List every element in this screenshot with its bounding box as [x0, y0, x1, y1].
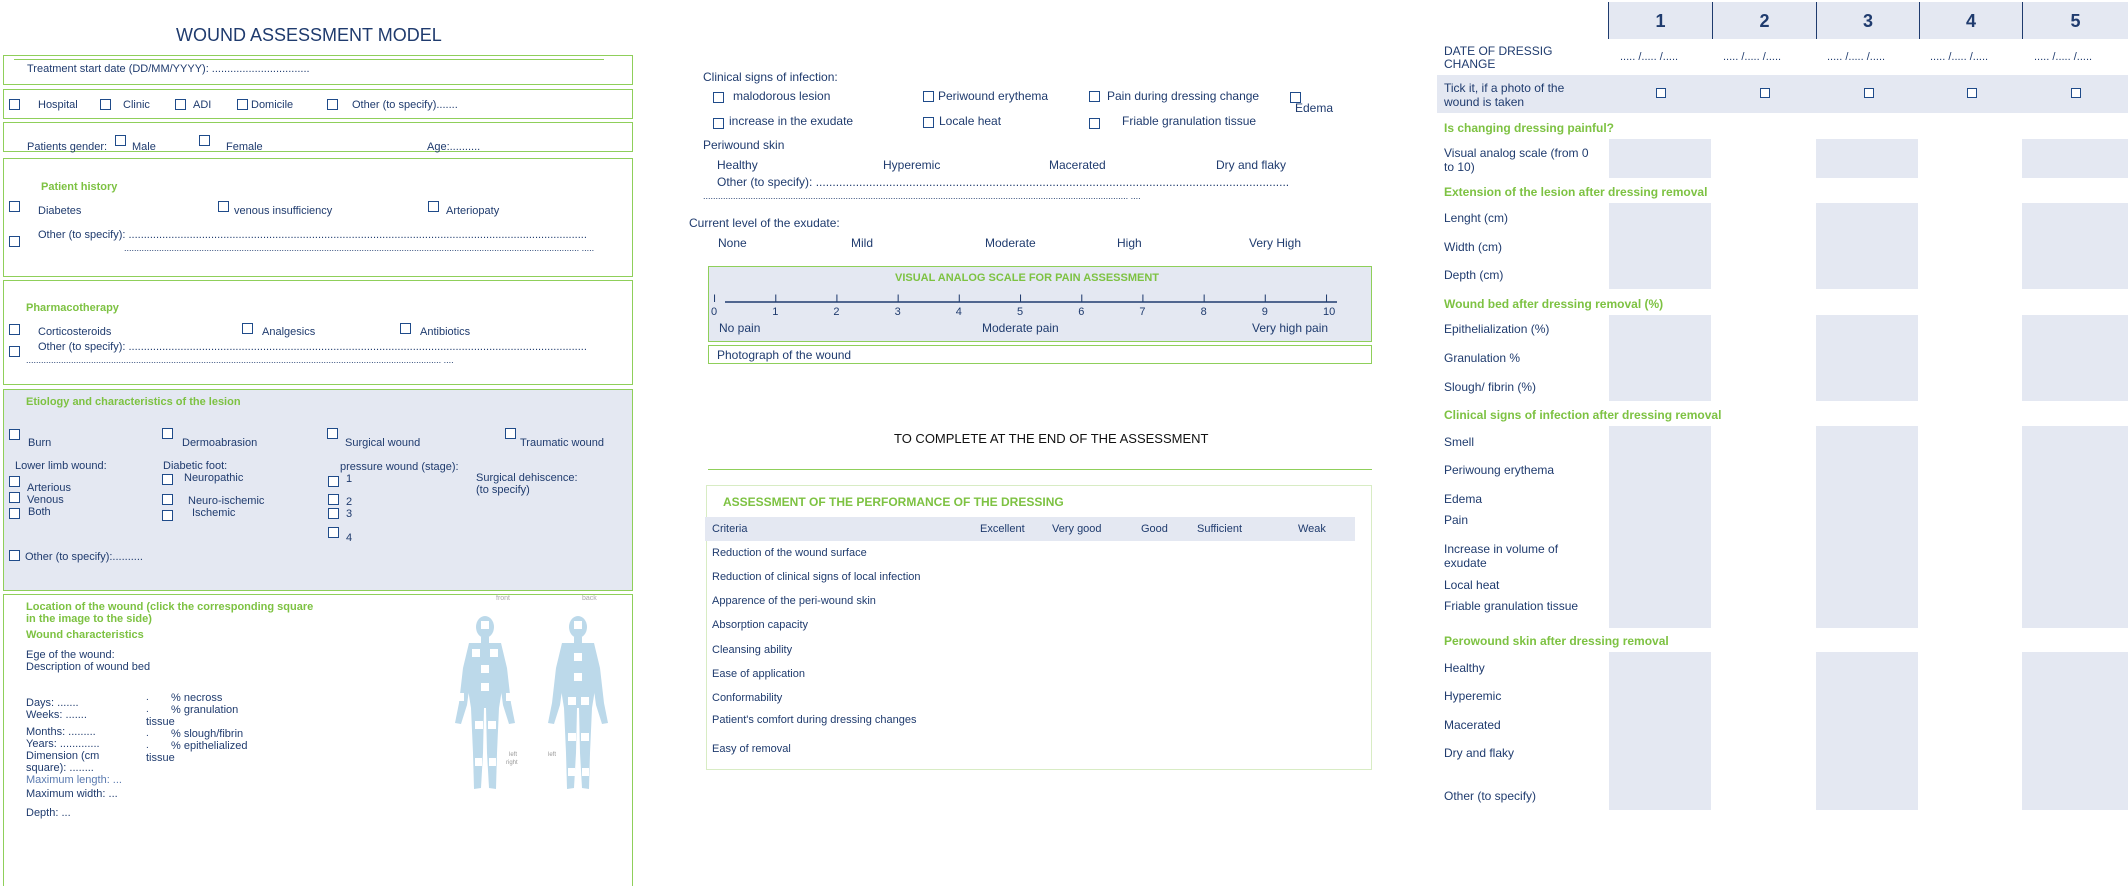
hospital-label: Hospital [38, 99, 78, 111]
gender-label: Patients gender: [27, 141, 108, 153]
skin-heading: Perowound skin after dressing removal [1444, 634, 1669, 648]
hyperemic-row-label: Hyperemic [1444, 689, 1502, 703]
vas-row-label-2: to 10) [1444, 160, 1475, 174]
photo-checkbox-3[interactable] [1864, 88, 1874, 98]
vas-tick-label[interactable]: 1 [772, 306, 779, 318]
stage4-checkbox[interactable] [328, 527, 339, 538]
date-label: DATE OF DRESSIG [1444, 44, 1553, 58]
peri-erythema-label: Periwoung erythema [1444, 463, 1555, 477]
pharma-heading: Pharmacotherapy [26, 302, 119, 314]
dermo-checkbox[interactable] [162, 428, 173, 439]
back-label: back [582, 595, 597, 602]
arterious-checkbox[interactable] [9, 476, 20, 487]
neuropathic-checkbox[interactable] [162, 474, 173, 485]
diabetic-label: Diabetic foot: [163, 460, 228, 472]
dermo-label: Dermoabrasion [182, 437, 258, 449]
vas-tick-label[interactable]: 8 [1200, 306, 1207, 318]
perf-row: Cleansing ability [712, 644, 793, 656]
col-header-1: 1 [1608, 2, 1712, 39]
periwound-heading: Periwound skin [703, 138, 785, 152]
location-heading1: Location of the wound (click the corresponding square [26, 601, 314, 613]
infection-heading: Clinical signs of infection: [703, 70, 838, 84]
pain-row-label: Pain [1444, 513, 1469, 527]
malodorous-label: malodorous lesion [733, 89, 831, 103]
hyperemic-option[interactable]: Hyperemic [883, 158, 941, 172]
vas-scale[interactable] [710, 290, 1350, 320]
vas-tick-label[interactable]: 6 [1078, 306, 1085, 318]
date-field-2[interactable]: ..... /..... /..... [1723, 51, 1782, 63]
malodorous-checkbox[interactable] [713, 92, 724, 103]
width-label: Width (cm) [1444, 240, 1502, 254]
etiology-other[interactable]: Other (to specify):.......... [25, 551, 143, 563]
granulation-label: % granulation [171, 704, 239, 716]
analgesics-checkbox[interactable] [242, 323, 253, 334]
col-header-4: 4 [1919, 2, 2022, 39]
friable-checkbox[interactable] [1089, 118, 1100, 129]
photo-taken-label-2: wound is taken [1444, 95, 1525, 109]
exudate-heading: Current level of the exudate: [689, 216, 840, 230]
vas-tick-mark: I [1325, 293, 1329, 305]
epith-row-label: Epithelialization (%) [1444, 322, 1550, 336]
vas-no-pain: No pain [719, 321, 761, 335]
venous-label: venous insufficiency [234, 205, 333, 217]
vas-tick-label[interactable]: 4 [955, 306, 962, 318]
venous-wound-label: Venous [27, 494, 64, 506]
vas-tick-label[interactable]: 9 [1261, 306, 1268, 318]
complete-heading: TO COMPLETE AT THE END OF THE ASSESSMENT [894, 431, 1209, 446]
location-heading2: in the image to the side) [26, 613, 152, 625]
vas-tick-mark: I [896, 293, 900, 305]
burn-label: Burn [28, 437, 52, 449]
ischemic-checkbox[interactable] [162, 510, 173, 521]
vas-tick-mark: I [713, 293, 717, 305]
stage3-label: 3 [346, 508, 353, 520]
diabetes-checkbox[interactable] [9, 201, 20, 212]
months-field[interactable]: Months: ......... [26, 726, 96, 738]
vas-tick-mark: I [957, 293, 961, 305]
neuropathic-label: Neuropathic [184, 472, 244, 484]
clinic-label: Clinic [123, 99, 150, 111]
exudate-increase-checkbox[interactable] [713, 118, 724, 129]
domicile-label: Domicile [251, 99, 294, 111]
stage1-checkbox[interactable] [328, 476, 339, 487]
history-box [3, 158, 633, 277]
pain-change-label: Pain during dressing change [1107, 89, 1260, 103]
photo-checkbox-4[interactable] [1967, 88, 1977, 98]
history-other[interactable]: Other (to specify): ...................................................................................................................................................... [38, 229, 587, 241]
back-left-label: left [548, 752, 557, 758]
years-field[interactable]: Years: ............. [26, 738, 100, 750]
age-field[interactable]: Age:.......... [427, 141, 481, 153]
increase-label-2: exudate [1444, 556, 1487, 570]
perf-row: Easy of removal [712, 743, 791, 755]
domicile-checkbox[interactable] [237, 99, 248, 110]
vas-tick-label[interactable]: 7 [1139, 306, 1146, 318]
dehiscence-label: Surgical dehiscence: [476, 472, 578, 484]
neuroischemic-checkbox[interactable] [162, 494, 173, 505]
perf-col-criteria: Criteria [712, 523, 748, 535]
body-back-figure [548, 613, 608, 793]
vas-tick-mark: I [774, 293, 778, 305]
perf-col-verygood: Very good [1052, 523, 1102, 535]
burn-checkbox[interactable] [9, 429, 20, 440]
square-field[interactable]: square): ........ [26, 762, 94, 774]
heat-checkbox[interactable] [923, 117, 934, 128]
page-title: WOUND ASSESSMENT MODEL [176, 25, 442, 45]
date-field-1[interactable]: ..... /..... /..... [1620, 51, 1679, 63]
pharma-other-dots: ...................................................................................................................................................................... .... [26, 355, 454, 365]
hospital-checkbox[interactable] [9, 99, 20, 110]
heat-row-label: Local heat [1444, 578, 1500, 592]
edema-row-label: Edema [1444, 492, 1483, 506]
setting-box [3, 89, 633, 119]
adi-checkbox[interactable] [175, 99, 186, 110]
history-heading: Patient history [41, 181, 118, 193]
pharma-other[interactable]: Other (to specify): ...................................................................................................................................................... [38, 341, 587, 353]
exudate-moderate[interactable]: Moderate [985, 236, 1036, 250]
heat-label: Locale heat [939, 114, 1002, 128]
surgical-label: Surgical wound [345, 437, 421, 449]
friable-label: Friable granulation tissue [1122, 114, 1257, 128]
antibiotics-checkbox[interactable] [400, 323, 411, 334]
exudate-none[interactable]: None [718, 236, 747, 250]
stage3-checkbox[interactable] [328, 508, 339, 519]
trauma-checkbox[interactable] [505, 428, 516, 439]
etiology-other-checkbox[interactable] [9, 550, 20, 561]
depth-field[interactable]: Depth: ... [26, 807, 71, 819]
lower-limb-label: Lower limb wound: [15, 460, 107, 472]
vas-tick-mark: I [1202, 293, 1206, 305]
date-field-3[interactable]: ..... /..... /..... [1827, 51, 1886, 63]
vas-moderate-pain: Moderate pain [982, 321, 1059, 335]
female-label: Female [226, 141, 263, 153]
max-width-field[interactable]: Maximum width: ... [26, 788, 118, 800]
col-header-5: 5 [2022, 2, 2128, 39]
weeks-field[interactable]: Weeks: ....... [26, 709, 87, 721]
periwound-erythema-checkbox[interactable] [923, 91, 934, 102]
date-field-5[interactable]: ..... /..... /..... [2034, 51, 2093, 63]
macerated-row-label: Macerated [1444, 718, 1501, 732]
etiology-heading: Etiology and characteristics of the lesion [26, 396, 241, 408]
history-other-checkbox[interactable] [9, 236, 20, 247]
arteriopathy-checkbox[interactable] [428, 201, 439, 212]
perf-col-good: Good [1141, 523, 1168, 535]
perf-row: Patient's comfort during dressing changes [712, 714, 917, 726]
photo-checkbox-2[interactable] [1760, 88, 1770, 98]
stage2-checkbox[interactable] [328, 494, 339, 505]
healthy-option[interactable]: Healthy [717, 158, 758, 172]
arteriopathy-label: Arteriopaty [446, 205, 500, 217]
perf-row: Ease of application [712, 668, 805, 680]
macerated-option[interactable]: Macerated [1049, 158, 1106, 172]
col-header-3: 3 [1816, 2, 1919, 39]
vas-tick-label[interactable]: 0 [711, 306, 718, 318]
photo-taken-label-1: Tick it, if a photo of the [1444, 81, 1565, 95]
front-left-label: left [509, 752, 518, 758]
other-row-label: Other (to specify) [1444, 789, 1537, 803]
vas-tick-mark: I [1019, 293, 1023, 305]
venous-checkbox[interactable] [218, 201, 229, 212]
both-checkbox[interactable] [9, 508, 20, 519]
necros-label: % necross [171, 692, 223, 704]
exudate-increase-label: increase in the exudate [729, 114, 854, 128]
col-header-2: 2 [1712, 2, 1816, 39]
periwound-other[interactable]: Other (to specify): .............................................................................................................................................. [717, 175, 1290, 189]
other-setting-label: Other (to specify)....... [352, 99, 458, 111]
increase-label-1: Increase in volume of [1444, 542, 1559, 556]
trauma-label: Traumatic wound [520, 437, 604, 449]
front-right-label: right [506, 760, 518, 766]
edema-label: Edema [1295, 101, 1334, 115]
treatment-date[interactable]: Treatment start date (DD/MM/YYYY): ................................ [27, 63, 310, 75]
both-label: Both [28, 506, 51, 518]
photo-checkbox-5[interactable] [2071, 88, 2081, 98]
woundbed-heading: Wound bed after dressing removal (%) [1444, 297, 1664, 311]
periwound-other-dots: .......................................................................................................................................................................... .... [703, 191, 1141, 201]
healthy-row-label: Healthy [1444, 661, 1485, 675]
vas-tick-label[interactable]: 2 [833, 306, 840, 318]
perf-title: ASSESSMENT OF THE PERFORMANCE OF THE DRESSING [723, 495, 1064, 509]
perf-row: Reduction of clinical signs of local infection [712, 571, 921, 583]
dry-option[interactable]: Dry and flaky [1216, 158, 1287, 172]
gran-row-label: Granulation % [1444, 351, 1521, 365]
pressure-label: pressure wound (stage): [340, 461, 459, 473]
change-label: CHANGE [1444, 57, 1496, 71]
vas-high-pain: Very high pain [1252, 321, 1329, 335]
painful-heading: Is changing dressing painful? [1444, 121, 1615, 135]
dimension-label: Dimension (cm [26, 750, 100, 762]
cortico-checkbox[interactable] [9, 324, 20, 335]
adi-label: ADI [193, 99, 212, 111]
history-other-dots: ...................................................................................................................................................................................... ..... [124, 243, 595, 253]
granulation-tissue-label: tissue [146, 716, 175, 728]
exudate-mild[interactable]: Mild [851, 236, 874, 250]
stage2-label: 2 [346, 496, 353, 508]
perf-col-excellent: Excellent [980, 523, 1025, 535]
wound-characteristics-heading: Wound characteristics [26, 629, 144, 641]
vas-tick-label[interactable]: 3 [894, 306, 901, 318]
epith-label: % epithelialized [171, 740, 248, 752]
perf-row: Conformability [712, 692, 783, 704]
epith-tissue-label: tissue [146, 752, 175, 764]
vas-tick-mark: I [1263, 293, 1267, 305]
dehiscence-label2: (to specify) [476, 484, 530, 496]
ischemic-label: Ischemic [192, 507, 236, 519]
smell-label: Smell [1444, 435, 1475, 449]
periwound-erythema-label: Periwound erythema [938, 89, 1049, 103]
arterious-label: Arterious [27, 482, 72, 494]
dry-row-label: Dry and flaky [1444, 746, 1515, 760]
pain-change-checkbox[interactable] [1089, 91, 1100, 102]
perf-row: Absorption capacity [712, 619, 808, 631]
perf-header-row [705, 517, 1355, 541]
date-field-4[interactable]: ..... /..... /..... [1930, 51, 1989, 63]
max-length-field[interactable]: Maximum length: ... [26, 774, 122, 786]
stage4-label: 4 [346, 532, 353, 544]
perf-col-weak: Weak [1298, 523, 1326, 535]
wound-age-label: Ege of the wound: [26, 649, 115, 661]
stage1-label: 1 [346, 473, 353, 485]
male-label: Male [132, 141, 156, 153]
antibiotics-label: Antibiotics [420, 326, 471, 338]
vas-row-label-1: Visual analog scale (from 0 [1444, 146, 1589, 160]
female-checkbox[interactable] [199, 135, 210, 146]
photo-checkbox-1[interactable] [1656, 88, 1666, 98]
vas-tick-mark: I [835, 293, 839, 305]
perf-row: Apparence of the peri-wound skin [712, 595, 876, 607]
exudate-very-high[interactable]: Very High [1249, 236, 1302, 250]
analgesics-label: Analgesics [262, 326, 316, 338]
depth-label: Depth (cm) [1444, 268, 1504, 282]
exudate-high[interactable]: High [1117, 236, 1142, 250]
days-field[interactable]: Days: ....... [26, 697, 79, 709]
vas-tick-mark: I [1080, 293, 1084, 305]
slough-row-label: Slough/ fibrin (%) [1444, 380, 1537, 394]
perf-row: Reduction of the wound surface [712, 547, 867, 559]
length-label: Lenght (cm) [1444, 211, 1509, 225]
male-checkbox[interactable] [115, 135, 126, 146]
slough-label: % slough/fibrin [171, 728, 244, 740]
wound-bed-desc-label: Description of wound bed [26, 661, 151, 673]
extension-heading: Extension of the lesion after dressing removal [1444, 185, 1708, 199]
vas-tick-label[interactable]: 10 [1323, 306, 1336, 318]
pharma-other-checkbox[interactable] [9, 346, 20, 357]
neuroischemic-label: Neuro-ischemic [188, 495, 265, 507]
vas-tick-mark: I [1141, 293, 1145, 305]
cortico-label: Corticosteroids [38, 326, 112, 338]
photo-label: Photograph of the wound [717, 348, 852, 362]
clinic-checkbox[interactable] [100, 99, 111, 110]
surgical-checkbox[interactable] [327, 428, 338, 439]
friable-row-label: Friable granulation tissue [1444, 599, 1579, 613]
vas-title: VISUAL ANALOG SCALE FOR PAIN ASSESSMENT [895, 272, 1160, 284]
front-label: front [496, 595, 511, 602]
vas-tick-label[interactable]: 5 [1017, 306, 1024, 318]
venous-wound-checkbox[interactable] [9, 492, 20, 503]
clinical-heading: Clinical signs of infection after dressing removal [1444, 408, 1722, 422]
diabetes-label: Diabetes [38, 205, 82, 217]
body-front-figure [455, 613, 518, 793]
other-setting-checkbox[interactable] [327, 99, 338, 110]
perf-col-sufficient: Sufficient [1197, 523, 1243, 535]
